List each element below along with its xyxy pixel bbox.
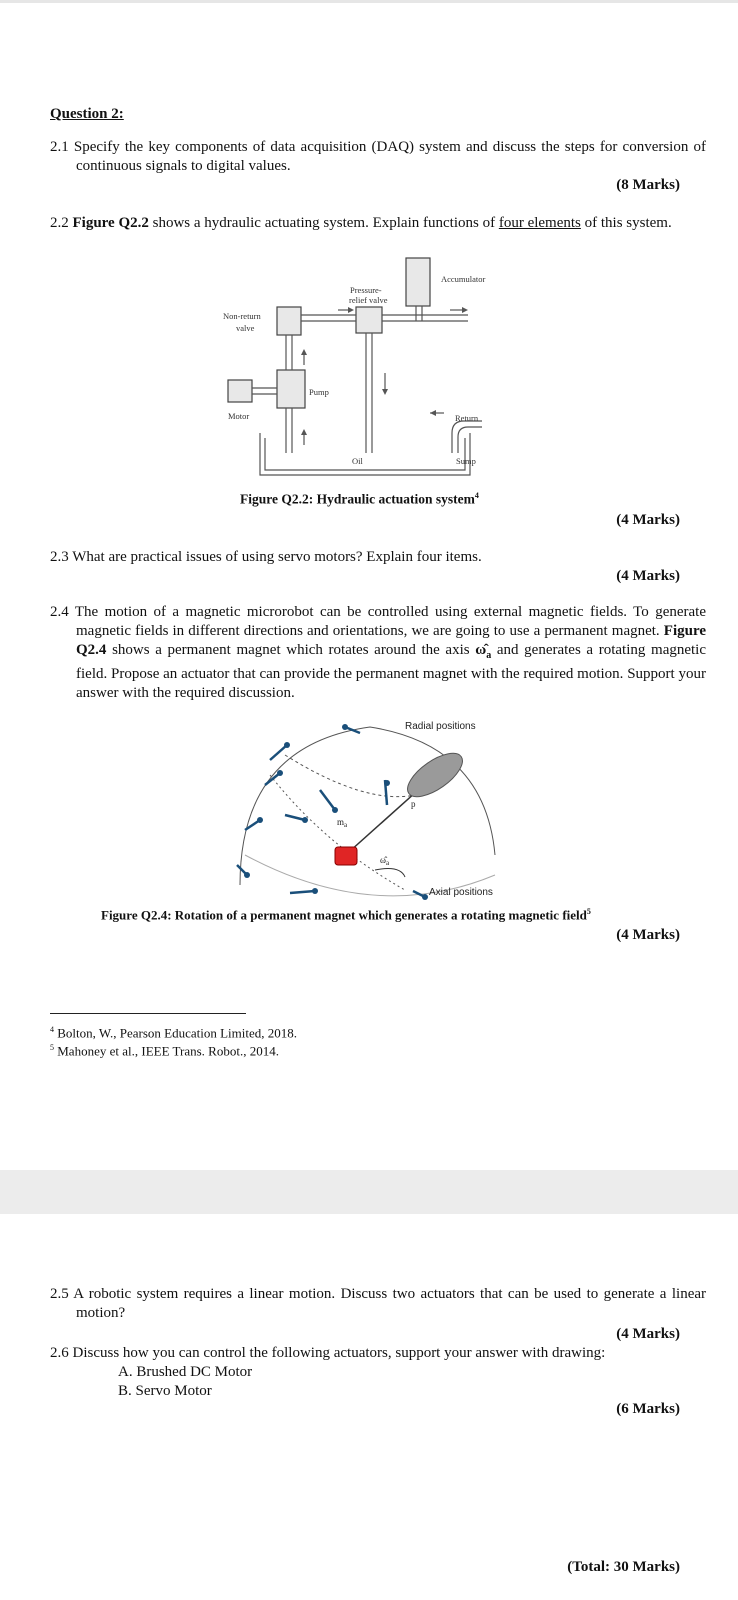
q22-marks: (4 Marks) bbox=[616, 512, 680, 528]
accumulator-shape bbox=[406, 258, 430, 306]
footnote-5-num: 5 bbox=[50, 1043, 54, 1052]
relief-valve-shape bbox=[356, 307, 382, 333]
permanent-magnet bbox=[335, 847, 357, 865]
label-axial-positions: Axial positions bbox=[429, 887, 493, 898]
footnote-divider bbox=[50, 1013, 246, 1014]
label-accumulator: Accumulator bbox=[441, 274, 486, 284]
fig24-caption bbox=[101, 907, 591, 923]
total-marks: (Total: 30 Marks) bbox=[567, 1559, 680, 1575]
q21-marks: (8 Marks) bbox=[616, 177, 680, 193]
q22-fig-ref: Figure Q2.2 bbox=[72, 215, 149, 231]
footnote-5-text: Mahoney et al., IEEE Trans. Robot., 2014. bbox=[54, 1043, 279, 1059]
q26-marks: (6 Marks) bbox=[616, 1401, 680, 1417]
q24-fig-ref: Figure Q2.4 bbox=[76, 623, 706, 658]
hydraulic-diagram bbox=[220, 253, 510, 483]
label-omega bbox=[380, 855, 390, 867]
q22-prefix: 2.2 bbox=[50, 215, 73, 231]
label-pressure-relief-2: relief valve bbox=[349, 295, 388, 305]
q24-text bbox=[50, 603, 706, 703]
q21-text: 2.1 Specify the key components of data acquisition (DAQ) system and discuss the steps for conversion of continuous signals to digital values. bbox=[50, 139, 706, 174]
q23-marks: (4 Marks) bbox=[616, 568, 680, 584]
pump-shape bbox=[277, 370, 305, 408]
rotation-disk bbox=[401, 745, 469, 805]
page-1 bbox=[0, 3, 738, 1170]
label-sump: Sump bbox=[456, 456, 476, 466]
fig22-caption-text: Figure Q2.2: Hydraulic actuation system bbox=[240, 491, 475, 507]
label-ma bbox=[337, 817, 348, 829]
question-heading: Question 2: bbox=[50, 106, 124, 122]
label-ma-sub: a bbox=[344, 821, 348, 829]
label-pressure-relief-1: Pressure- bbox=[350, 285, 382, 295]
footnote-4-text: Bolton, W., Pearson Education Limited, 2018. bbox=[54, 1025, 298, 1041]
fig22-caption bbox=[240, 491, 479, 508]
q23-text: 2.3 What are practical issues of using servo motors? Explain four items. bbox=[50, 549, 482, 565]
q24-axis-sub: a bbox=[486, 650, 492, 661]
q25-marks: (4 Marks) bbox=[616, 1326, 680, 1342]
fig24-caption-text: Figure Q2.4: Rotation of a permanent magnet which generates a rotating magnetic field bbox=[101, 907, 587, 923]
label-non-return-2: valve bbox=[236, 323, 255, 333]
label-omega-sub: a bbox=[385, 859, 390, 867]
q22-suffix: of this system. bbox=[580, 215, 672, 231]
q24-part3: and generates a rotating magnetic field. Propose an actuator that can provide the permanent magnet with the required motion. Support your answer with the required discussion. bbox=[76, 642, 707, 701]
q26-item-b: B. Servo Motor bbox=[118, 1383, 212, 1399]
nonreturn-valve-shape bbox=[277, 307, 301, 335]
q25-text: 2.5 A robotic system requires a linear motion. Discuss two actuators that can be used to generate a linear motion? bbox=[50, 1286, 706, 1321]
fig24-caption-sup: 5 bbox=[586, 907, 591, 916]
motor-shape bbox=[228, 380, 252, 402]
q24-marks: (4 Marks) bbox=[616, 927, 680, 943]
q22-underlined: four elements bbox=[498, 215, 581, 231]
page-2 bbox=[0, 1214, 738, 1600]
q24-part1: 2.4 The motion of a magnetic microrobot can be controlled using external magnetic fields. To generate magnetic fields in different directions and orientations, we are going to use a permanent magnet. bbox=[50, 604, 706, 639]
q22-text bbox=[50, 214, 706, 233]
fig22-caption-sup: 4 bbox=[474, 491, 479, 500]
q22-middle: shows a hydraulic actuating system. Explain functions of bbox=[148, 215, 499, 231]
label-motor: Motor bbox=[228, 411, 250, 421]
label-p: p bbox=[411, 799, 416, 809]
label-radial-positions: Radial positions bbox=[405, 721, 476, 732]
q26-item-a: A. Brushed DC Motor bbox=[118, 1364, 253, 1380]
label-return: Return bbox=[455, 413, 479, 423]
footnote-5 bbox=[50, 1039, 279, 1059]
q24-axis-symbol: ω̂ bbox=[475, 642, 487, 658]
footnote-4-num: 4 bbox=[50, 1025, 54, 1034]
q24-part2: shows a permanent magnet which rotates around the axis bbox=[106, 642, 476, 658]
magnet-diagram bbox=[225, 715, 515, 900]
label-oil: Oil bbox=[352, 456, 363, 466]
q26-text: 2.6 Discuss how you can control the following actuators, support your answer with drawing: bbox=[50, 1345, 606, 1361]
label-non-return-1: Non-return bbox=[223, 311, 261, 321]
label-pump: Pump bbox=[309, 387, 329, 397]
label-ma-main: m bbox=[337, 817, 345, 827]
page-gap bbox=[0, 1170, 738, 1214]
label-omega-main: ω̂ bbox=[380, 855, 386, 865]
